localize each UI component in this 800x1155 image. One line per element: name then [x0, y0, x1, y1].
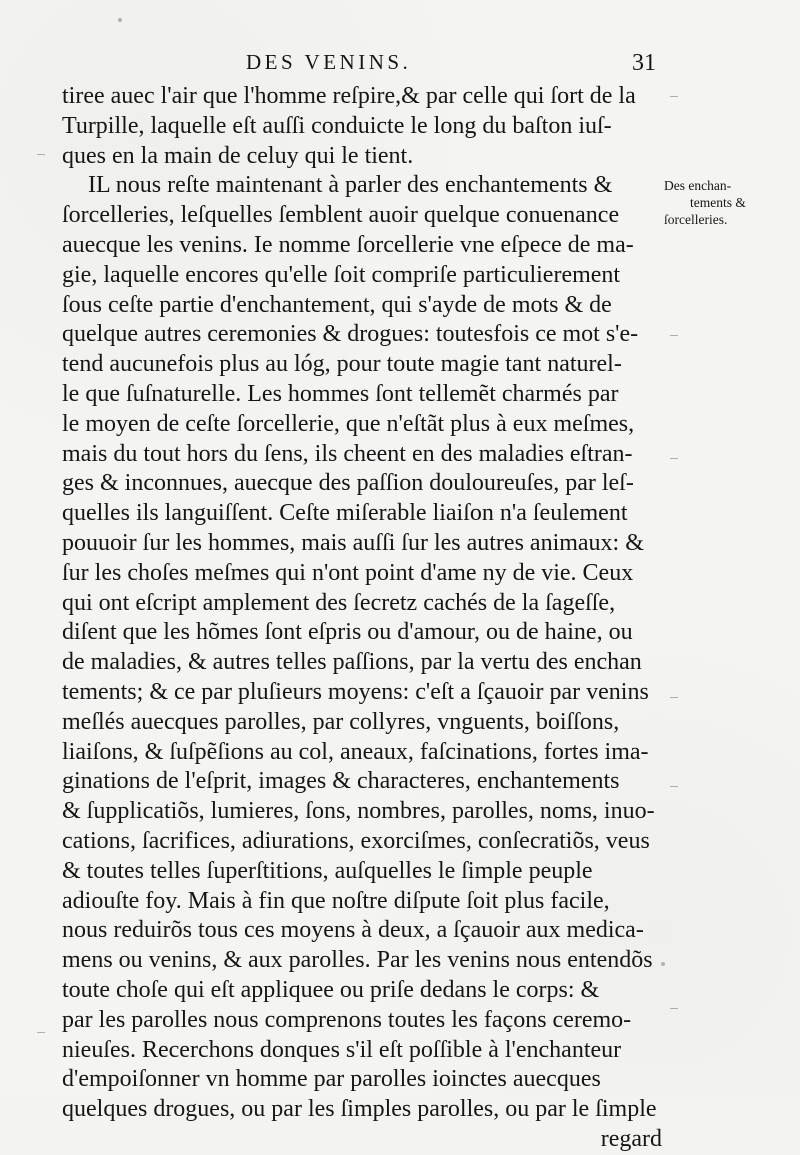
margin-note-line: Des enchan- — [664, 178, 732, 193]
text-line: ginations de l'eſprit, images & characteres, enchantements — [62, 768, 620, 795]
page-number: 31 — [632, 50, 656, 76]
text-line: ſorcelleries, leſquelles ſemblent auoir quelque conuenance — [62, 202, 620, 229]
text-line: liaiſons, & ſuſpẽſions au col, aneaux, faſcinations, fortes ima- — [62, 738, 649, 765]
text-line: IL nous reſte maintenant à parler des enchantements & — [88, 172, 613, 199]
text-line: mens ou venins, & aux parolles. Par les venins nous entendõs — [62, 947, 653, 974]
text-line: toute choſe qui eſt appliquee ou priſe dedans le corps: & — [62, 976, 600, 1003]
margin-mark — [670, 697, 678, 698]
running-title: DES VENINS. — [246, 50, 412, 74]
margin-mark — [37, 154, 45, 155]
ink-speck — [118, 18, 122, 22]
text-line: par les parolles nous comprenons toutes les façons ceremo- — [62, 1006, 632, 1033]
text-line: ſur les choſes meſmes qui n'ont point d'ame ny de vie. Ceux — [62, 559, 634, 586]
page-header — [0, 50, 800, 78]
text-line: cations, ſacrifices, adiurations, exorciſmes, conſecratiõs, veus — [62, 827, 650, 854]
text-line: ges & inconnues, auecque des paſſion douloureuſes, par leſ- — [62, 470, 634, 497]
text-line: nieuſes. Recerchons donques s'il eſt poſſible à l'enchanteur — [62, 1036, 622, 1063]
catchword: regard — [600, 1125, 662, 1152]
text-line: qui ont eſcript amplement des ſecretz cachés de la ſageſſe, — [62, 589, 616, 616]
margin-mark — [670, 96, 678, 97]
text-line: ſous ceſte partie d'enchantement, qui s'ayde de mots & de — [62, 291, 612, 318]
margin-mark — [670, 1008, 678, 1009]
text-line: meſlés auecques parolles, par collyres, vnguents, boiſſons, — [62, 708, 620, 735]
text-line: mais du tout hors du ſens, ils cheent en des maladies eſtran- — [62, 440, 633, 467]
text-line: auecque les venins. Ie nomme ſorcellerie vne eſpece de ma- — [62, 231, 634, 258]
margin-mark — [670, 458, 678, 459]
main-text — [62, 82, 662, 1155]
text-line: de maladies, & autres telles paſſions, par la vertu des enchan — [62, 649, 642, 676]
text-line: quelque autres ceremonies & drogues: toutesfois ce mot s'e- — [62, 321, 639, 348]
margin-note-line: tements & — [690, 195, 746, 210]
text-line: pouuoir ſur les hommes, mais auſſi ſur les autres animaux: & — [62, 529, 644, 556]
text-line: nous reduirõs tous ces moyens à deux, a ſçauoir aux medica- — [62, 917, 644, 944]
margin-note-line: ſorcelleries. — [664, 212, 728, 227]
ink-speck — [661, 962, 665, 966]
text-line: Turpille, laquelle eſt auſſi conduicte le long du baſton iuſ- — [62, 112, 612, 139]
text-line: & ſupplicatiõs, lumieres, ſons, nombres, parolles, noms, inuo- — [62, 798, 655, 825]
margin-mark — [670, 335, 678, 336]
text-line: d'empoiſonner vn homme par parolles ioinctes auecques — [62, 1066, 601, 1093]
text-line: le que ſuſnaturelle. Les hommes ſont tellemẽt charmés par — [62, 380, 619, 407]
text-line: diſent que les hõmes ſont eſpris ou d'amour, ou de haine, ou — [62, 619, 633, 646]
margin-note — [664, 177, 768, 228]
text-line: tiree auec l'air que l'homme reſpire,& par celle qui ſort de la — [62, 83, 636, 109]
text-line: le moyen de ceſte ſorcellerie, que n'eſtãt plus à eux meſmes, — [62, 410, 635, 437]
text-line: adiouſte foy. Mais à fin que noſtre diſpute ſoit plus facile, — [62, 887, 610, 914]
text-line: gie, laquelle encores qu'elle ſoit compriſe particulierement — [62, 261, 621, 288]
text-line: quelques drogues, ou par les ſimples parolles, ou par le ſimple — [62, 1096, 657, 1123]
text-line: quelles ils languiſſent. Ceſte miſerable liaiſon n'a ſeulement — [62, 500, 628, 527]
margin-mark — [670, 786, 678, 787]
text-line: & toutes telles ſuperſtitions, auſquelles le ſimple peuple — [62, 857, 593, 884]
text-line: ques en la main de celuy qui le tient. — [62, 142, 414, 169]
text-line: tements; & ce par pluſieurs moyens: c'eſt a ſçauoir par venins — [62, 678, 649, 705]
text-line: tend aucunefois plus au lóg, pour toute magie tant naturel- — [62, 351, 622, 378]
margin-mark — [37, 1032, 45, 1033]
